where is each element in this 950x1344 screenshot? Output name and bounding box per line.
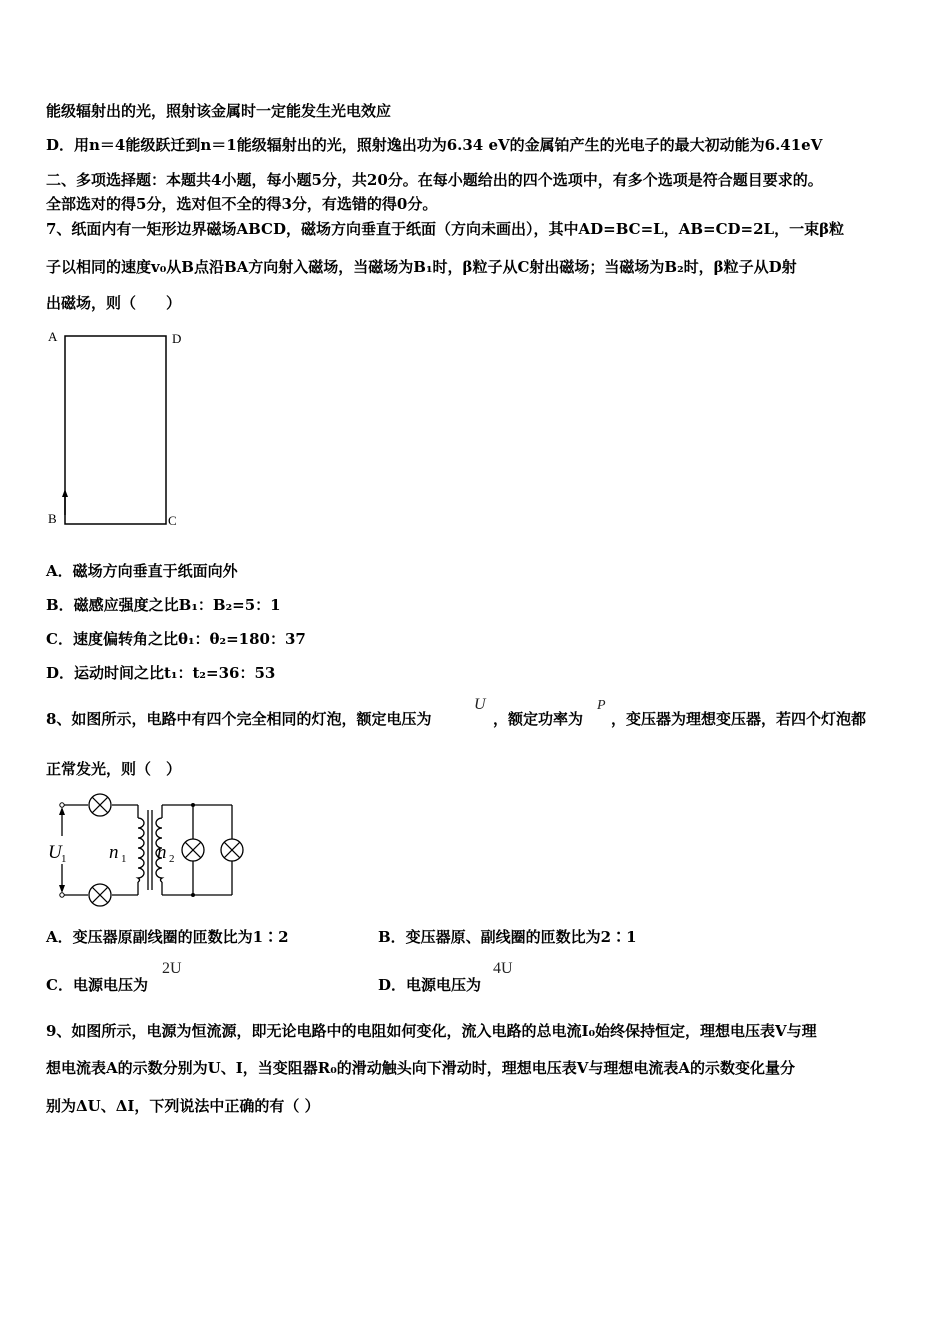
prev-line: 能级辐射出的光，照射该金属时一定能发生光电效应: [46, 102, 392, 120]
q8-symbol-p: P: [597, 698, 606, 713]
q7-option-c: C．速度偏转角之比θ₁：θ₂=180：37: [46, 630, 306, 648]
prev-option-d: D．用n＝4能级跃迁到n＝1能级辐射出的光，照射逸出功为6.34 eV的金属铂产生的光电子的最大初动能为6.41eV: [46, 136, 823, 154]
q7-line2: 子以相同的速度v₀从B点沿BA方向射入磁场，当磁场为B₁时，β粒子从C射出磁场；当磁场为B₂时，β粒子从D射: [46, 258, 797, 276]
q8-line1c: ，变压器为理想变压器，若四个灯泡都: [611, 710, 867, 728]
arrow-head: [62, 489, 68, 497]
q9-line3: 别为ΔU、ΔI，下列说法中正确的有（ ）: [46, 1097, 320, 1115]
label-u1: U: [48, 842, 62, 863]
q8-option-d: D．电源电压为: [378, 976, 482, 994]
section2-instructions: 全部选对的得5分，选对但不全的得3分，有选错的得0分。: [46, 195, 438, 213]
label-n2-sub: 2: [169, 853, 175, 865]
label-u1-sub: 1: [61, 853, 67, 865]
q7-line1: 7、纸面内有一矩形边界磁场ABCD，磁场方向垂直于纸面（方向未画出），其中AD=BC=L，AB=CD=2L，一束β粒: [46, 220, 845, 238]
section2-heading: 二、多项选择题：本题共4小题，每小题5分，共20分。在每小题给出的四个选项中，有多个选项是符合题目要求的。: [46, 171, 823, 189]
q8-option-d-value: 4U: [493, 960, 513, 977]
label-n1-sub: 1: [121, 853, 127, 865]
label-n1: n: [109, 842, 119, 863]
junction-dot: [191, 893, 195, 897]
q7-option-d: D．运动时间之比t₁：t₂=36：53: [46, 664, 276, 682]
q8-line2: 正常发光，则（ ）: [46, 760, 182, 778]
q8-circuit-figure: [40, 790, 250, 910]
q8-symbol-u: U: [474, 696, 486, 713]
voltage-arrow-up: [59, 807, 65, 815]
field-boundary: [65, 336, 166, 524]
label-a: A: [48, 329, 58, 344]
q9-line2: 想电流表A的示数分别为U、I，当变阻器R₀的滑动触头向下滑动时，理想电压表V与理想电流表A的示数变化量分: [46, 1059, 796, 1077]
q8-option-b: B．变压器原、副线圈的匝数比为2∶1: [378, 928, 637, 946]
voltage-arrow-down: [59, 885, 65, 893]
terminal-bottom: [60, 893, 64, 897]
q7-rectangle-figure: [40, 325, 200, 535]
terminal-top: [60, 803, 64, 807]
q7-option-b: B．磁感应强度之比B₁：B₂=5：1: [46, 596, 281, 614]
q9-line1: 9、如图所示，电源为恒流源，即无论电路中的电阻如何变化，流入电路的总电流I₀始终保持恒定，理想电压表V与理: [46, 1022, 817, 1040]
label-n2: n: [157, 842, 167, 863]
junction-dot: [191, 803, 195, 807]
label-b: B: [48, 511, 57, 526]
q7-line3: 出磁场，则（ ）: [46, 294, 182, 312]
label-c: C: [168, 513, 177, 528]
q7-option-a: A．磁场方向垂直于纸面向外: [46, 562, 238, 580]
q8-option-c-value: 2U: [162, 960, 182, 977]
q8-option-c: C．电源电压为: [46, 976, 148, 994]
label-d: D: [172, 331, 182, 346]
q8-line1a: 8、如图所示，电路中有四个完全相同的灯泡，额定电压为: [46, 710, 432, 728]
q8-line1b: ，额定功率为: [493, 710, 584, 728]
q8-option-a: A．变压器原副线圈的匝数比为1∶2: [46, 928, 289, 946]
